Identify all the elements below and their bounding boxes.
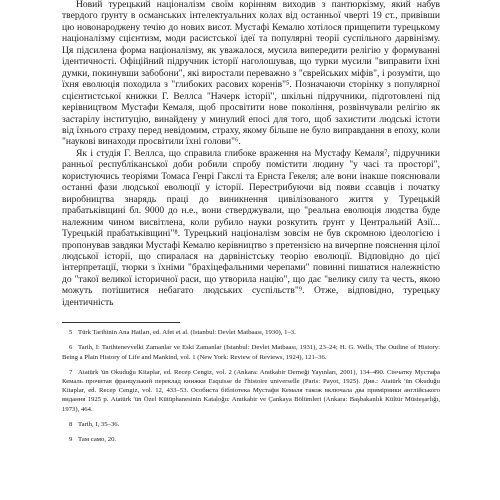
footnote-separator: [62, 322, 180, 323]
footnote-text: Atatürk 'ün Okuduğu Kitaplar, ed. Recep Cengiz, vol. 2 (Ankara: Anıtkabir Derneği Yayınları, 2001), 134–490. Сінчатку Мустафа Кемаль прочитав французький переклад книжки Esquisse de l'histoire universelle (Paris: Payot, 1925). Див.: Atatürk 'ün Okuduğu Kitaplar, ed. Recep Cengiz, vol. 12, 433–53. Особиста бібліотека Мустафи Кемаля також включала два примірники англійського видання 1925 р. Atatürk 'ün Özel Kütüphanesinin Kataloğu: Anıtkabir ve Çankaya Bölümleri (Ankara: Başbakanlık Kültür Müsteşarlığı, 1973), 464.: [62, 368, 440, 413]
footnote-text: Tarih, I, 35–36.: [78, 420, 120, 428]
footnote-text: Tarih, I: Tarihtenevvelki Zamanlar ve Eski Zamanlar (Istanbul: Devlet Matbaası, 1931), 23–24; H. G. Wells, The Outline of History: Being a Plain History of Life and Mankind, vol. 1 (New York: Review of Reviews, 1924), 121–36.: [62, 344, 440, 361]
paragraph-2: Як і студія Г. Веллса, що справила глибоке враження на Мустафу Кемаля⁷, підручники ранньої республіканської доби робили спробу помістити людину "у часі та просторі", користуючись теоріями Томаса Генрі Гакслі та Ернста Гекеля; але вони інакше пояснювали останні фази людської еволюції у історії. Перестрибуючи від появи ссавців і початку виробництва знарядь праці до виникнення цивілізованого життя у Турецькій прабатьківщині бл. 9000 до н.е., вони стверджували, що "реальна еволюція людства буде належним чином висвітлена, коли рубило науки розкутить ґрунт у Центральній Азії... Турецькій прабатьківщині"⁸. Турецький націоналізм зовсім не був скромною ідеологією і пропонував завдяки Мустафі Кемалю керівництво з претензією на вичерпне пояснення цілої людської історії, що спиралася на дарвіністську теорію еволюції. Відповідно до цієї інтерпретації, тюрки з їхніми "брахіцефальними черепами" повинні пишатися належністю до "такої великої історичної раси, що утворила націю", що дає "велику силу та честь, якою можуть потішитися небагато людських суспільств"⁹. Отже, відповідно, турецьку ідентичність: [62, 147, 440, 308]
footnote-6: [62, 343, 440, 361]
footnote-number: 7: [69, 368, 73, 376]
footnote-number: 8: [69, 420, 73, 428]
main-text: [62, 0, 440, 308]
footnote-number: 5: [69, 329, 73, 337]
footnote-number: 9: [69, 436, 73, 444]
footnote-5: [62, 328, 440, 337]
document-page: [62, 0, 440, 500]
footnote-8: [62, 420, 440, 429]
footnote-number: 6: [69, 344, 73, 352]
footnotes: [62, 328, 440, 444]
footnote-7: [62, 368, 440, 414]
paragraph-1: Новий турецький націоналізм своїм корінням виходив з пантюркізму, який набув твердого ґрунту в османських інтелектуальних колах від останньої чверті 19 ст., привівши цю новонароджену течію до нових висот. Мустафі Кемалю хотілося прищепити турецькому націоналізму сцієнтизм, моди расистської ідеї та популярні теорії суспільного дарвінізму. Ця підсилена форма націоналізму, як уважалося, мусила випередити релігію у формуванні ідентичності. Офіційний підручник історії наголошував, що турки мусили "виправити їхні думки, покинувши забобони", які виростали переважно з "єврейських міфів", і розуміти, що їхня еволюція походила з "глибоких расових коренів"⁵. Позначаючи сторінку з популярної сцієнтистської книжки Г. Веллса "Начерк історії", шкільні підручники, підготовлені під керівництвом Мустафи Кемаля, щоб просвітити нове покоління, розвінчували релігію як застарілу інституцію, винайдену у минулий епосі для того, щоб захистити людські істоти від їхнього страху перед невідомим, страху, якому більше не було виправдання в епоху, коли "наукові винаходи просвітили їхні голови"⁶.: [62, 0, 440, 148]
footnote-text: Там само, 20.: [78, 436, 117, 444]
footnote-text: Türk Tarihinin Ana Hatları, ed. Afet et al. (Istanbul: Devlet Matbaası, 1930), 1–3.: [78, 329, 296, 337]
footnote-9: [62, 435, 440, 444]
